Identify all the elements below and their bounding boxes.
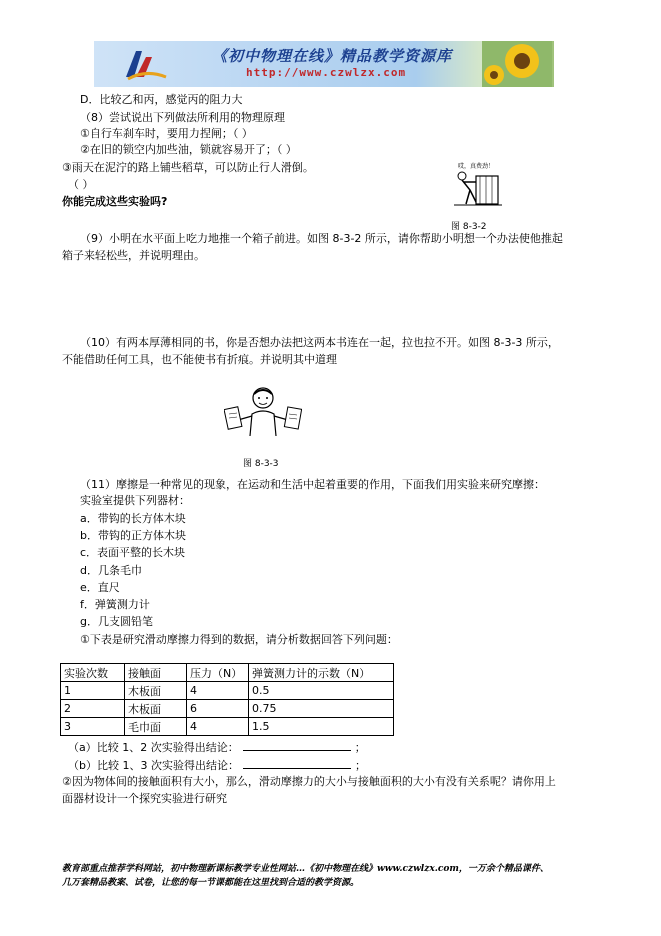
answer-b	[68, 758, 366, 773]
equipment-item: c．表面平整的长木块	[80, 546, 186, 559]
question-9-line-2: 箱子来轻松些，并说明理由。	[62, 249, 205, 262]
answer-b-blank[interactable]	[243, 758, 351, 769]
question-11-line-1: （11）摩擦是一种常见的现象，在运动和生活中起着重要的作用，下面我们用实验来研究摩擦：	[80, 478, 545, 491]
answer-a	[68, 740, 366, 755]
table-cell: 1	[61, 682, 125, 700]
section-heading: 你能完成这些实验吗?	[62, 195, 168, 208]
site-logo	[122, 47, 168, 83]
question-11-part-2-line-2: 面器材设计一个探究实验进行研究	[62, 792, 227, 805]
question-10-line-1: （10）有两本厚薄相同的书，你是否想办法把这两本书连在一起，拉也拉不开。如图 8-3-3 所示，	[80, 336, 559, 349]
answer-a-label: （a）比较 1、2 次实验得出结论：	[68, 741, 239, 754]
table-cell: 4	[187, 682, 249, 700]
question-11-part-2-line-1: ②因为物体间的接触面积有大小，那么，滑动摩擦力的大小与接触面积的大小有没有关系呢？请你用上	[62, 775, 556, 788]
question-11-part-1: ①下表是研究滑动摩擦力得到的数据，请分析数据回答下列问题：	[80, 633, 398, 646]
answer-b-semicolon: ；	[354, 759, 366, 772]
figure-8-3-3-caption: 图 8-3-3	[243, 459, 279, 469]
footer-line-1: 教育部重点推荐学科网站，初中物理新课标教学专业性网站…《初中物理在线》www.czwlzx.com，一万余个精品课件、	[62, 864, 549, 874]
question-8-item-3-blank: （ ）	[68, 178, 94, 191]
footer-line-2: 几万套精品教案、试卷，让您的每一节课都能在这里找到合适的教学资源。	[62, 878, 360, 888]
equipment-item: g．几支圆铅笔	[80, 615, 153, 628]
equipment-item: b．带钩的正方体木块	[80, 529, 186, 542]
table-header-cell: 压力（N）	[187, 664, 249, 682]
question-8-item-2: ②在旧的锁空内加些油，锁就容易开了；（ ）	[80, 143, 297, 156]
figure-pushing-box	[440, 160, 504, 208]
question-11-line-2: 实验室提供下列器材：	[80, 494, 190, 507]
equipment-item: f．弹簧测力计	[80, 598, 150, 611]
table-header-cell: 接触面	[125, 664, 187, 682]
answer-a-semicolon: ；	[354, 741, 366, 754]
table-row	[61, 682, 394, 700]
table-row	[61, 700, 394, 718]
question-9-line-1: （9）小明在水平面上吃力地推一个箱子前进。如图 8-3-2 所示，请你帮助小明想一个办法使他推起	[80, 232, 563, 245]
page-footer	[62, 862, 549, 890]
question-8-item-1: ①自行车刹车时，要用力捏闸；（ ）	[80, 127, 253, 140]
table-cell: 4	[187, 718, 249, 736]
option-d: D．比较乙和丙，感觉丙的阻力大	[80, 93, 243, 106]
question-8-item-3: ③雨天在泥泞的路上铺些稻草，可以防止行人滑倒。	[62, 161, 314, 174]
equipment-item: d．几条毛巾	[80, 564, 142, 577]
table-cell: 木板面	[125, 700, 187, 718]
table-header-row	[61, 664, 394, 682]
figure-8-3-2-caption: 图 8-3-2	[451, 222, 487, 232]
site-title: 《初中物理在线》精品教学资源库	[212, 47, 453, 65]
table-header-cell: 弹簧测力计的示数（N）	[249, 664, 394, 682]
answer-a-blank[interactable]	[243, 740, 351, 751]
table-header-cell: 实验次数	[61, 664, 125, 682]
question-10-line-2: 不能借助任何工具，也不能使书有折痕。并说明其中道理	[62, 353, 337, 366]
table-cell: 毛巾面	[125, 718, 187, 736]
site-url[interactable]: http://www.czwlzx.com	[246, 66, 407, 79]
equipment-item: e．直尺	[80, 581, 120, 594]
table-cell: 0.5	[249, 682, 394, 700]
equipment-item: a．带钩的长方体木块	[80, 512, 186, 525]
sunflower-image	[482, 41, 552, 87]
figure-holding-books	[224, 384, 302, 440]
table-row	[61, 718, 394, 736]
table-cell: 3	[61, 718, 125, 736]
friction-data-table	[60, 663, 394, 736]
table-cell: 6	[187, 700, 249, 718]
table-cell: 2	[61, 700, 125, 718]
table-cell: 1.5	[249, 718, 394, 736]
question-8: （8）尝试说出下列做法所利用的物理原理	[80, 111, 285, 124]
figure-8-3-2-speech: 哎，真费劲！	[458, 163, 495, 170]
table-cell: 0.75	[249, 700, 394, 718]
header-banner	[94, 41, 554, 87]
table-cell: 木板面	[125, 682, 187, 700]
answer-b-label: （b）比较 1、3 次实验得出结论：	[68, 759, 239, 772]
